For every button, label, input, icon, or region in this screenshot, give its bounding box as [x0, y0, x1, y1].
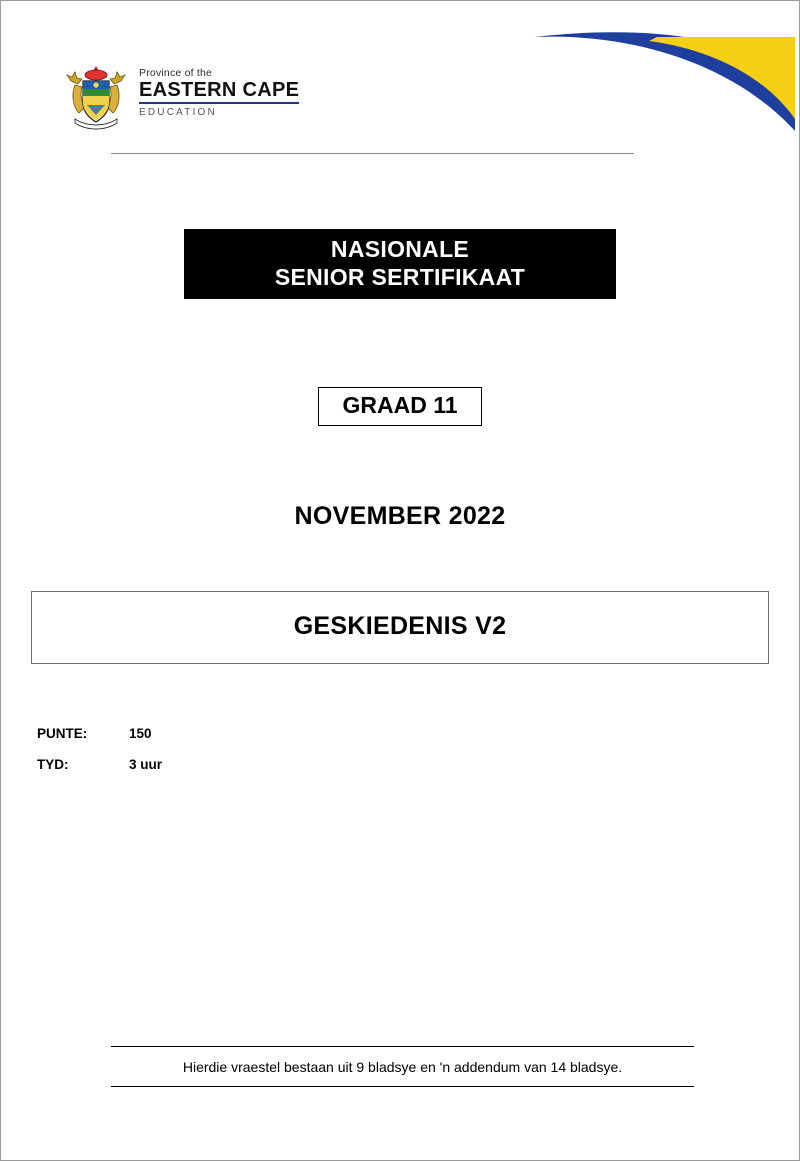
time-row: [37, 757, 799, 772]
marks-row: [37, 726, 799, 741]
grade-box: GRAAD 11: [318, 387, 482, 426]
page-count-note: [111, 1046, 694, 1087]
page-header: [1, 1, 799, 161]
swoosh-icon: [529, 23, 799, 143]
province-of-the-label: Province of the: [139, 67, 213, 79]
marks-value: 150: [129, 726, 152, 741]
province-wordmark: [139, 61, 299, 118]
header-divider: [111, 153, 634, 154]
department-label: EDUCATION: [139, 107, 217, 118]
page-count-text: Hierdie vraestel bestaan uit 9 bladsye en 'n addendum van 14 bladsye.: [182, 1059, 623, 1075]
marks-label: PUNTE:: [37, 726, 88, 741]
time-value: 3 uur: [129, 757, 163, 772]
certificate-title-line2: SENIOR SERTIFIKAAT: [274, 264, 526, 290]
exam-details: [37, 726, 799, 772]
coat-of-arms-icon: [63, 61, 129, 131]
footer-divider-bottom: [111, 1086, 694, 1087]
certificate-title-band: [184, 229, 616, 299]
exam-period: NOVEMBER 2022: [294, 502, 506, 530]
subject-box: GESKIEDENIS V2: [31, 591, 769, 664]
province-name-label: EASTERN CAPE: [139, 79, 299, 104]
certificate-title-line1: NASIONALE: [330, 236, 470, 262]
provincial-branding: [63, 61, 299, 131]
time-label: TYD:: [37, 757, 69, 772]
